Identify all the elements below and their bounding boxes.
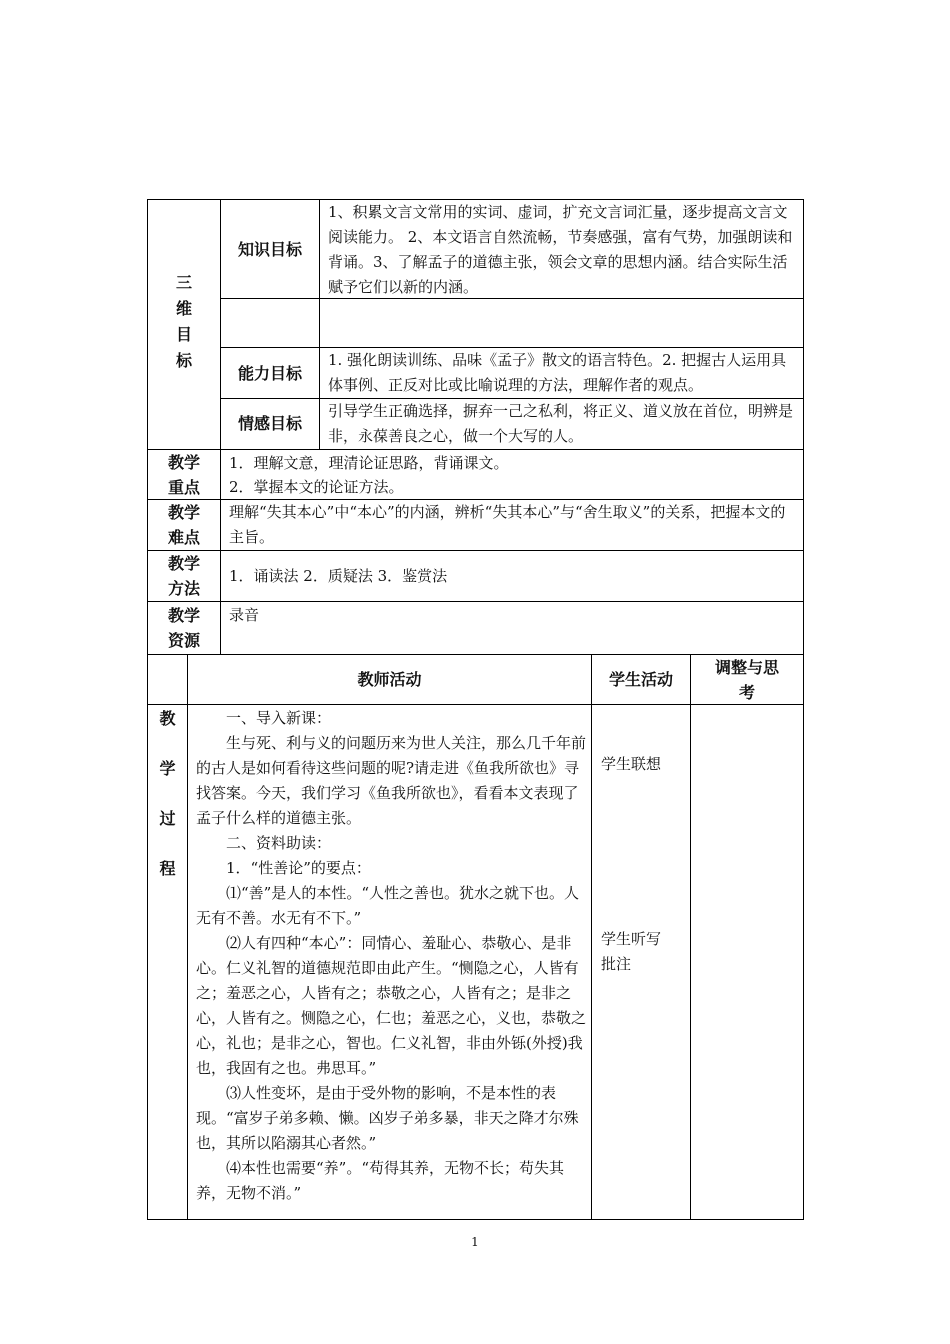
focus-line-2: 2．掌握本文的论证方法。 <box>229 478 404 496</box>
knowledge-objective-text: 1、积累文言文常用的实词、虚词，扩充文言词汇量，逐步提高文言文阅读能力。 2、本文语言自然流畅，节奏感强，富有气势，加强朗读和背诵。3、了解孟子的道德主张，领会文章的思想内涵。结合实际生活赋予它们以新的内涵。 <box>328 203 793 296</box>
difficulty-text: 理解“失其本心”中“本心”的内涵，辨析“失其本心”与“舍生取义”的关系，把握本文的主旨。 <box>229 503 786 546</box>
col-divider <box>187 654 188 1220</box>
resource-text: 录音 <box>229 606 260 624</box>
adjust-reflect-header: 调整与思 考 <box>714 658 779 702</box>
table-border-bottom <box>147 1219 804 1220</box>
focus-label: 教学 重点 <box>167 453 200 497</box>
difficulty-label: 教学 难点 <box>167 503 200 547</box>
objectives-group-label: 三 维 目 标 <box>175 273 192 370</box>
teacher-paragraph: 二、资料助读： <box>226 834 332 852</box>
row-divider <box>147 449 804 450</box>
knowledge-objective-label: 知识目标 <box>237 240 302 259</box>
page-number: 1 <box>471 1235 479 1249</box>
teacher-paragraph: ⑷本性也需要“养”。“苟得其养，无物不长；苟失其养，无物不消。” <box>196 1159 565 1202</box>
emotion-objective-label: 情感目标 <box>237 414 302 433</box>
student-note-1: 学生联想 <box>601 755 662 773</box>
col-divider <box>220 449 221 654</box>
method-text: 1．诵读法 2．质疑法 3．鉴赏法 <box>229 567 448 585</box>
teacher-paragraph: ⑶人性变坏，是由于受外物的影响，不是本性的表现。“富岁子弟多赖、懒。凶岁子弟多暴，非天之降才尔殊也，其所以陷溺其心者然。” <box>196 1084 579 1152</box>
student-note-2: 学生听写 批注 <box>601 930 662 973</box>
teacher-paragraph: 1．“性善论”的要点： <box>226 859 371 877</box>
col-divider <box>591 654 592 1220</box>
student-activity-header: 学生活动 <box>608 670 673 689</box>
row-divider <box>147 550 804 551</box>
method-label: 教学 方法 <box>167 554 200 598</box>
table-border-right <box>803 199 804 1220</box>
col-divider <box>319 199 320 450</box>
teacher-activity-header: 教师活动 <box>357 670 422 689</box>
ability-objective-text: 1. 强化朗读训练、品味《孟子》散文的语言特色。2. 把握古人运用具体事例、正反对比或比喻说理的方法，理解作者的观点。 <box>328 351 787 394</box>
teacher-paragraph: 一、导入新课： <box>226 709 332 727</box>
row-divider <box>147 601 804 602</box>
focus-line-1: 1．理解文意，理清论证思路，背诵课文。 <box>229 454 509 472</box>
emotion-objective-text: 引导学生正确选择，摒弃一己之私利，将正义、道义放在首位，明辨是非，永葆善良之心，做一个大写的人。 <box>328 402 794 445</box>
ability-objective-label: 能力目标 <box>237 364 302 383</box>
col-divider <box>690 654 691 1220</box>
process-label: 教 学 过 程 <box>159 709 176 878</box>
teacher-paragraph: 生与死、利与义的问题历来为世人关注，那么几千年前的古人是如何看待这些问题的呢?请走进《鱼我所欲也》寻找答案。今天，我们学习《鱼我所欲也》，看看本文表现了孟子什么样的道德主张。 <box>196 734 587 827</box>
teacher-paragraph: ⑵人有四种“本心”：同情心、羞耻心、恭敬心、是非心。仁义礼智的道德规范即由此产生。“恻隐之心，人皆有之；羞恶之心，人皆有之；恭敬之心，人皆有之；是非之心，人皆有之。恻隐之心，仁也；羞恶之心，义也，恭敬之心，礼也；是非之心，智也。仁义礼智，非由外铄(外授)我也，我固有之也。弗思耳。” <box>196 934 587 1077</box>
resource-label: 教学 资源 <box>167 606 200 650</box>
teacher-paragraph: ⑴“善”是人的本性。“人性之善也。犹水之就下也。人无有不善。水无有不下。” <box>196 884 580 927</box>
teacher-activity-content <box>196 706 586 1206</box>
